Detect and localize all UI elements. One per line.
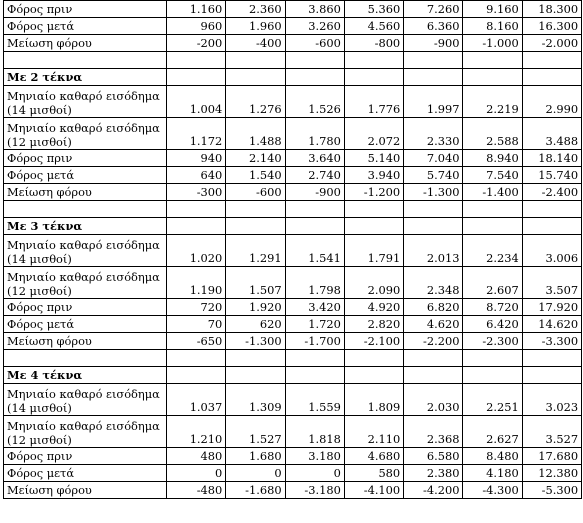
value-cell: 6.580 <box>404 448 463 465</box>
value-cell: 2.013 <box>404 235 463 267</box>
value-cell: 7.540 <box>463 167 522 184</box>
value-cell: 2.588 <box>463 118 522 150</box>
value-cell: 1.160 <box>167 1 226 18</box>
value-cell: 17.920 <box>522 299 581 316</box>
value-cell: 4.180 <box>463 465 522 482</box>
value-cell: 1.309 <box>226 384 285 416</box>
value-cell: 14.620 <box>522 316 581 333</box>
section-heading: Με 2 τέκνα <box>4 69 167 86</box>
value-cell: -1.680 <box>226 482 285 499</box>
value-cell: -800 <box>344 35 403 52</box>
empty-cell <box>167 350 226 367</box>
row-label: Μείωση φόρου <box>4 35 167 52</box>
empty-cell <box>463 69 522 86</box>
row-label: Φόρος πριν <box>4 299 167 316</box>
row-label: Φόρος πριν <box>4 150 167 167</box>
empty-cell <box>167 69 226 86</box>
value-cell: 3.527 <box>522 416 581 448</box>
empty-cell <box>226 367 285 384</box>
value-cell: 1.276 <box>226 86 285 118</box>
value-cell: -3.300 <box>522 333 581 350</box>
value-cell: -4.100 <box>344 482 403 499</box>
empty-cell <box>285 218 344 235</box>
value-cell: 7.040 <box>404 150 463 167</box>
value-cell: 0 <box>285 465 344 482</box>
table-row <box>4 184 582 201</box>
value-cell: -600 <box>226 184 285 201</box>
value-cell: -1.400 <box>463 184 522 201</box>
value-cell: 1.780 <box>285 118 344 150</box>
value-cell: 2.740 <box>285 167 344 184</box>
value-cell: 4.680 <box>344 448 403 465</box>
value-cell: -4.300 <box>463 482 522 499</box>
value-cell: 3.640 <box>285 150 344 167</box>
value-cell: 2.251 <box>463 384 522 416</box>
table-row <box>4 416 582 448</box>
empty-cell <box>285 69 344 86</box>
value-cell: -1.200 <box>344 184 403 201</box>
empty-cell <box>226 218 285 235</box>
value-cell: 16.300 <box>522 18 581 35</box>
value-cell: 1.960 <box>226 18 285 35</box>
row-label: Μηνιαίο καθαρό εισόδημα (12 μισθοί) <box>4 118 167 150</box>
value-cell: 2.348 <box>404 267 463 299</box>
value-cell: 1.559 <box>285 384 344 416</box>
empty-cell <box>463 350 522 367</box>
value-cell: 6.420 <box>463 316 522 333</box>
value-cell: 3.860 <box>285 1 344 18</box>
empty-cell <box>4 52 167 69</box>
value-cell: 1.037 <box>167 384 226 416</box>
value-cell: -600 <box>285 35 344 52</box>
value-cell: 2.368 <box>404 416 463 448</box>
value-cell: -900 <box>404 35 463 52</box>
value-cell: 3.507 <box>522 267 581 299</box>
section-heading: Με 4 τέκνα <box>4 367 167 384</box>
empty-cell <box>404 218 463 235</box>
table-row <box>4 465 582 482</box>
value-cell: -2.300 <box>463 333 522 350</box>
table-row <box>4 86 582 118</box>
section-heading-row <box>4 69 582 86</box>
value-cell: 15.740 <box>522 167 581 184</box>
value-cell: -1.700 <box>285 333 344 350</box>
value-cell: 0 <box>226 465 285 482</box>
value-cell: 1.818 <box>285 416 344 448</box>
table-row <box>4 35 582 52</box>
table-row <box>4 333 582 350</box>
value-cell: 1.020 <box>167 235 226 267</box>
row-label: Μείωση φόρου <box>4 184 167 201</box>
value-cell: 2.360 <box>226 1 285 18</box>
row-label: Μηνιαίο καθαρό εισόδημα (12 μισθοί) <box>4 416 167 448</box>
value-cell: 0 <box>167 465 226 482</box>
value-cell: 1.798 <box>285 267 344 299</box>
row-label: Φόρος πριν <box>4 1 167 18</box>
value-cell: -2.200 <box>404 333 463 350</box>
value-cell: 2.820 <box>344 316 403 333</box>
value-cell: 960 <box>167 18 226 35</box>
empty-cell <box>522 52 581 69</box>
value-cell: 580 <box>344 465 403 482</box>
table-row <box>4 448 582 465</box>
value-cell: 3.940 <box>344 167 403 184</box>
value-cell: 1.526 <box>285 86 344 118</box>
empty-cell <box>522 69 581 86</box>
value-cell: 3.023 <box>522 384 581 416</box>
section-heading: Με 3 τέκνα <box>4 218 167 235</box>
empty-cell <box>285 350 344 367</box>
empty-cell <box>344 52 403 69</box>
value-cell: 2.990 <box>522 86 581 118</box>
value-cell: -2.400 <box>522 184 581 201</box>
value-cell: 640 <box>167 167 226 184</box>
value-cell: -5.300 <box>522 482 581 499</box>
empty-cell <box>522 367 581 384</box>
value-cell: -300 <box>167 184 226 201</box>
value-cell: 1.809 <box>344 384 403 416</box>
empty-cell <box>404 201 463 218</box>
value-cell: 1.190 <box>167 267 226 299</box>
table-row <box>4 267 582 299</box>
table-row <box>4 482 582 499</box>
value-cell: 2.380 <box>404 465 463 482</box>
empty-cell <box>522 201 581 218</box>
value-cell: 18.140 <box>522 150 581 167</box>
value-cell: 2.607 <box>463 267 522 299</box>
value-cell: -900 <box>285 184 344 201</box>
empty-cell <box>344 69 403 86</box>
empty-cell <box>463 201 522 218</box>
tax-table <box>3 0 582 499</box>
value-cell: 3.006 <box>522 235 581 267</box>
value-cell: -4.200 <box>404 482 463 499</box>
value-cell: 1.004 <box>167 86 226 118</box>
section-heading-row <box>4 367 582 384</box>
empty-cell <box>522 350 581 367</box>
table-row <box>4 167 582 184</box>
value-cell: 2.234 <box>463 235 522 267</box>
row-label: Φόρος μετά <box>4 167 167 184</box>
empty-cell <box>404 69 463 86</box>
value-cell: 3.488 <box>522 118 581 150</box>
value-cell: 480 <box>167 448 226 465</box>
row-label: Μηνιαίο καθαρό εισόδημα (12 μισθοί) <box>4 267 167 299</box>
value-cell: 8.940 <box>463 150 522 167</box>
value-cell: 1.720 <box>285 316 344 333</box>
value-cell: -2.000 <box>522 35 581 52</box>
row-label: Φόρος πριν <box>4 448 167 465</box>
table-row <box>4 118 582 150</box>
value-cell: 3.420 <box>285 299 344 316</box>
row-label: Φόρος μετά <box>4 18 167 35</box>
empty-cell <box>167 201 226 218</box>
value-cell: 1.527 <box>226 416 285 448</box>
value-cell: 5.140 <box>344 150 403 167</box>
value-cell: 1.541 <box>285 235 344 267</box>
value-cell: 940 <box>167 150 226 167</box>
empty-cell <box>344 218 403 235</box>
row-label: Μηνιαίο καθαρό εισόδημα (14 μισθοί) <box>4 86 167 118</box>
value-cell: 1.507 <box>226 267 285 299</box>
value-cell: 70 <box>167 316 226 333</box>
value-cell: 3.180 <box>285 448 344 465</box>
value-cell: 1.172 <box>167 118 226 150</box>
value-cell: -200 <box>167 35 226 52</box>
value-cell: 1.540 <box>226 167 285 184</box>
value-cell: 2.030 <box>404 384 463 416</box>
row-label: Φόρος μετά <box>4 316 167 333</box>
table-row <box>4 316 582 333</box>
value-cell: 7.260 <box>404 1 463 18</box>
empty-cell <box>404 350 463 367</box>
table-row <box>4 18 582 35</box>
value-cell: 8.720 <box>463 299 522 316</box>
empty-cell <box>344 201 403 218</box>
table-row <box>4 235 582 267</box>
spacer-row <box>4 52 582 69</box>
empty-cell <box>404 367 463 384</box>
value-cell: 5.740 <box>404 167 463 184</box>
table-row <box>4 1 582 18</box>
value-cell: -1.300 <box>226 333 285 350</box>
empty-cell <box>285 52 344 69</box>
empty-cell <box>167 367 226 384</box>
empty-cell <box>344 367 403 384</box>
value-cell: 1.291 <box>226 235 285 267</box>
value-cell: 2.110 <box>344 416 403 448</box>
value-cell: -1.300 <box>404 184 463 201</box>
empty-cell <box>167 52 226 69</box>
empty-cell <box>226 350 285 367</box>
empty-cell <box>4 350 167 367</box>
value-cell: 9.160 <box>463 1 522 18</box>
empty-cell <box>463 218 522 235</box>
row-label: Φόρος μετά <box>4 465 167 482</box>
value-cell: 1.488 <box>226 118 285 150</box>
value-cell: -650 <box>167 333 226 350</box>
empty-cell <box>226 52 285 69</box>
value-cell: 6.360 <box>404 18 463 35</box>
value-cell: 4.620 <box>404 316 463 333</box>
value-cell: 1.791 <box>344 235 403 267</box>
value-cell: 2.090 <box>344 267 403 299</box>
table-row <box>4 299 582 316</box>
spacer-row <box>4 201 582 218</box>
table-row <box>4 384 582 416</box>
value-cell: 6.820 <box>404 299 463 316</box>
value-cell: 1.680 <box>226 448 285 465</box>
empty-cell <box>226 201 285 218</box>
value-cell: 1.997 <box>404 86 463 118</box>
value-cell: -3.180 <box>285 482 344 499</box>
row-label: Μηνιαίο καθαρό εισόδημα (14 μισθοί) <box>4 384 167 416</box>
value-cell: -1.000 <box>463 35 522 52</box>
table-row <box>4 150 582 167</box>
value-cell: 2.072 <box>344 118 403 150</box>
value-cell: 4.560 <box>344 18 403 35</box>
value-cell: 2.219 <box>463 86 522 118</box>
empty-cell <box>226 69 285 86</box>
value-cell: 2.140 <box>226 150 285 167</box>
value-cell: 5.360 <box>344 1 403 18</box>
value-cell: 620 <box>226 316 285 333</box>
value-cell: 1.776 <box>344 86 403 118</box>
empty-cell <box>285 367 344 384</box>
empty-cell <box>4 201 167 218</box>
empty-cell <box>285 201 344 218</box>
empty-cell <box>344 350 403 367</box>
empty-cell <box>463 367 522 384</box>
value-cell: -2.100 <box>344 333 403 350</box>
empty-cell <box>522 218 581 235</box>
value-cell: 8.160 <box>463 18 522 35</box>
value-cell: 720 <box>167 299 226 316</box>
empty-cell <box>404 52 463 69</box>
row-label: Μείωση φόρου <box>4 333 167 350</box>
tax-table-body <box>4 1 582 499</box>
spacer-row <box>4 350 582 367</box>
row-label: Μείωση φόρου <box>4 482 167 499</box>
value-cell: -480 <box>167 482 226 499</box>
value-cell: 4.920 <box>344 299 403 316</box>
empty-cell <box>167 218 226 235</box>
value-cell: 17.680 <box>522 448 581 465</box>
value-cell: 12.380 <box>522 465 581 482</box>
value-cell: 2.627 <box>463 416 522 448</box>
empty-cell <box>463 52 522 69</box>
value-cell: 18.300 <box>522 1 581 18</box>
value-cell: 1.920 <box>226 299 285 316</box>
section-heading-row <box>4 218 582 235</box>
value-cell: 2.330 <box>404 118 463 150</box>
value-cell: 8.480 <box>463 448 522 465</box>
value-cell: 1.210 <box>167 416 226 448</box>
value-cell: -400 <box>226 35 285 52</box>
row-label: Μηνιαίο καθαρό εισόδημα (14 μισθοί) <box>4 235 167 267</box>
value-cell: 3.260 <box>285 18 344 35</box>
